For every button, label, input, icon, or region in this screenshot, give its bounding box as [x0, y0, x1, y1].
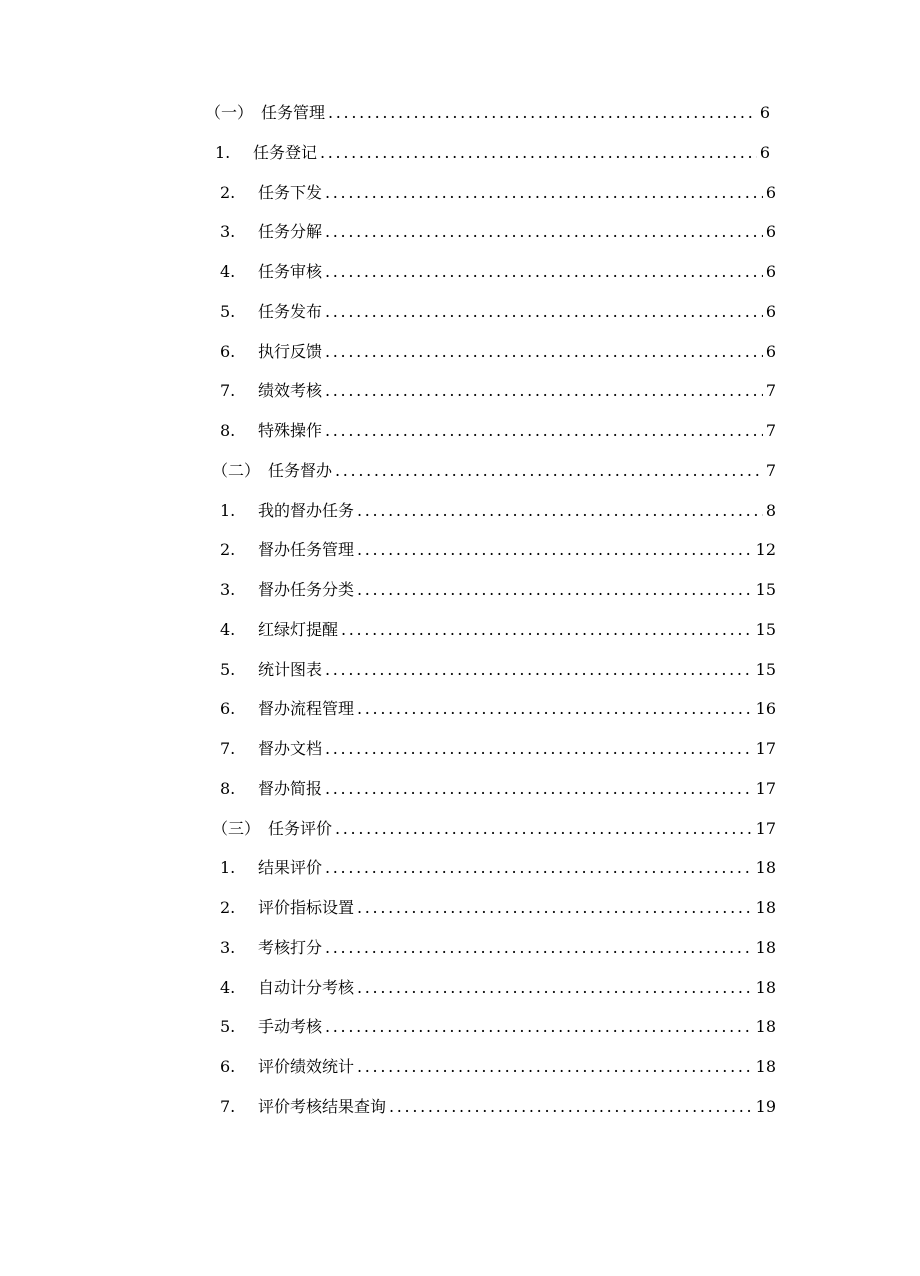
toc-dot-leader — [325, 779, 753, 799]
toc-number: 3. — [220, 937, 236, 957]
toc-title: 我的督办任务 — [258, 500, 355, 520]
toc-dot-leader — [335, 461, 763, 481]
toc-number: 2. — [220, 182, 236, 202]
toc-entry[interactable] — [215, 139, 770, 163]
toc-title: 督办任务管理 — [258, 540, 355, 560]
toc-entry[interactable] — [220, 536, 776, 560]
toc-title: 自动计分考核 — [258, 977, 355, 997]
toc-dot-leader — [325, 183, 763, 203]
toc-number: 2. — [220, 898, 236, 917]
toc-title: 评价指标设置 — [258, 898, 355, 917]
toc-dot-leader — [357, 580, 753, 600]
toc-dot-leader — [389, 1097, 753, 1117]
toc-number: 1. — [220, 500, 236, 520]
toc-title: 红绿灯提醒 — [258, 619, 339, 639]
toc-title: 督办流程管理 — [258, 699, 355, 719]
toc-number: 7. — [220, 381, 236, 401]
toc-dot-leader — [357, 699, 753, 719]
toc-number: 7. — [220, 1096, 236, 1116]
toc-dot-leader — [325, 302, 763, 322]
toc-title: 统计图表 — [258, 659, 323, 679]
toc-title: 任务发布 — [258, 301, 323, 321]
toc-page-number: 16 — [755, 699, 776, 719]
toc-entry[interactable] — [220, 656, 776, 680]
toc-entry[interactable] — [220, 298, 776, 322]
toc-entry[interactable] — [220, 417, 776, 441]
toc-page-number: 18 — [755, 1057, 776, 1076]
toc-page-number: 12 — [755, 540, 776, 560]
toc-number: （三） — [212, 818, 261, 838]
toc-title: 任务审核 — [258, 262, 323, 281]
toc-entry[interactable] — [220, 974, 776, 998]
toc-number: 8. — [220, 778, 236, 798]
toc-page-number: 15 — [755, 659, 776, 679]
toc-dot-leader — [325, 222, 763, 242]
toc-entry[interactable] — [220, 497, 776, 521]
toc-dot-leader — [357, 501, 763, 521]
toc-page-number: 7 — [765, 460, 776, 480]
toc-dot-leader — [357, 898, 753, 918]
toc-title: 督办简报 — [258, 778, 323, 798]
toc-number: 3. — [220, 222, 236, 242]
toc-title: 任务管理 — [261, 103, 326, 122]
toc-number: 2. — [220, 540, 236, 560]
toc-title: 任务下发 — [258, 182, 323, 202]
toc-number: 4. — [220, 619, 236, 639]
toc-entry-section-2[interactable] — [212, 457, 776, 481]
toc-page-number: 15 — [755, 580, 776, 599]
toc-dot-leader — [325, 938, 753, 958]
toc-entry[interactable] — [220, 338, 776, 362]
toc-entry[interactable] — [220, 854, 776, 878]
toc-entry[interactable] — [220, 1013, 776, 1037]
toc-entry[interactable] — [220, 775, 776, 799]
toc-page-number: 6 — [765, 262, 776, 281]
toc-dot-leader — [328, 103, 757, 123]
toc-dot-leader — [325, 1017, 753, 1037]
toc-entry[interactable] — [220, 735, 776, 759]
toc-number: 4. — [220, 977, 236, 997]
toc-page-number: 6 — [765, 222, 776, 242]
toc-entry[interactable] — [220, 1093, 776, 1117]
toc-title: 督办文档 — [258, 739, 323, 758]
toc-page-number: 17 — [755, 778, 776, 798]
toc-number: 6. — [220, 699, 236, 719]
toc-number: 5. — [220, 1017, 236, 1037]
toc-entry[interactable] — [220, 179, 776, 203]
toc-page-number: 7 — [765, 421, 776, 440]
toc-title: 任务登记 — [253, 142, 318, 162]
toc-page-number: 8 — [765, 500, 776, 520]
toc-entry-section-1[interactable] — [205, 99, 770, 123]
toc-page-number: 7 — [765, 381, 776, 401]
toc-entry[interactable] — [220, 258, 776, 282]
toc-page-number: 18 — [755, 937, 776, 957]
toc-title: 任务分解 — [258, 222, 323, 242]
toc-page-number: 6 — [765, 182, 776, 202]
toc-dot-leader — [357, 540, 753, 560]
toc-dot-leader — [335, 819, 753, 839]
toc-title: 任务评价 — [268, 818, 333, 838]
toc-number: 5. — [220, 301, 236, 321]
toc-page-number: 17 — [755, 818, 776, 838]
toc-page-number: 6 — [759, 142, 770, 162]
toc-dot-leader — [357, 978, 753, 998]
toc-number: （二） — [212, 460, 261, 480]
toc-entry[interactable] — [220, 616, 776, 640]
toc-page-number: 6 — [765, 301, 776, 321]
toc-title: 督办任务分类 — [258, 580, 355, 599]
toc-entry[interactable] — [220, 695, 776, 719]
toc-page-number: 15 — [755, 619, 776, 639]
toc-page-number: 17 — [755, 739, 776, 758]
toc-entry[interactable] — [220, 377, 776, 401]
toc-page-number: 18 — [755, 977, 776, 997]
toc-dot-leader — [320, 143, 757, 163]
toc-dot-leader — [325, 262, 763, 282]
toc-page-number: 18 — [755, 1017, 776, 1037]
toc-number: 4. — [220, 262, 236, 281]
toc-dot-leader — [325, 660, 753, 680]
toc-page-number: 19 — [755, 1096, 776, 1116]
toc-entry[interactable] — [220, 576, 776, 600]
toc-title: 考核打分 — [258, 937, 323, 957]
toc-dot-leader — [341, 620, 753, 640]
toc-number: （一） — [205, 103, 254, 122]
toc-number: 8. — [220, 421, 236, 440]
toc-number: 3. — [220, 580, 236, 599]
toc-entry[interactable] — [220, 1053, 776, 1077]
toc-number: 5. — [220, 659, 236, 679]
toc-title: 结果评价 — [258, 858, 323, 878]
toc-entry[interactable] — [220, 934, 776, 958]
toc-dot-leader — [325, 381, 763, 401]
toc-number: 7. — [220, 739, 236, 758]
toc-dot-leader — [325, 858, 753, 878]
toc-dot-leader — [325, 421, 763, 441]
toc-title: 执行反馈 — [258, 341, 323, 361]
toc-dot-leader — [325, 739, 753, 759]
toc-entry[interactable] — [220, 894, 776, 918]
toc-entry[interactable] — [220, 218, 776, 242]
toc-number: 1. — [215, 142, 231, 162]
toc-title: 评价绩效统计 — [258, 1057, 355, 1076]
toc-number: 6. — [220, 1057, 236, 1076]
toc-page-number: 18 — [755, 858, 776, 878]
toc-page-number: 6 — [765, 341, 776, 361]
toc-dot-leader — [325, 342, 763, 362]
toc-title: 特殊操作 — [258, 421, 323, 440]
toc-title: 绩效考核 — [258, 381, 323, 401]
toc-number: 6. — [220, 341, 236, 361]
toc-title: 评价考核结果查询 — [258, 1096, 387, 1116]
toc-title: 手动考核 — [258, 1017, 323, 1037]
toc-dot-leader — [357, 1057, 753, 1077]
toc-number: 1. — [220, 858, 236, 878]
toc-page-number: 18 — [755, 898, 776, 917]
toc-page-number: 6 — [759, 103, 770, 122]
toc-entry-section-3[interactable] — [212, 815, 776, 839]
toc-title: 任务督办 — [268, 460, 333, 480]
